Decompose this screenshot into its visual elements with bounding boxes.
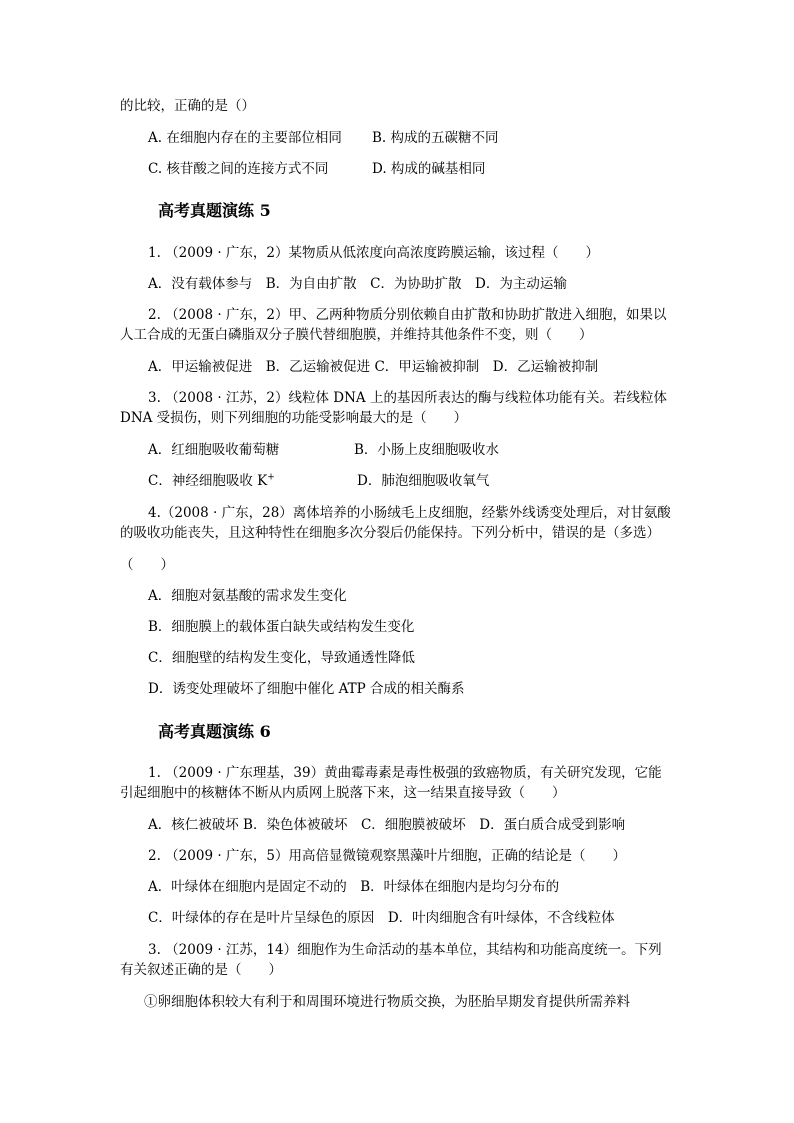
s5-q3-stem-line1: 3. （2008 · 江苏，2）线粒体 DNA 上的基因所表达的酶与线粒体功能有关。若线粒体: [148, 390, 667, 406]
s5-q2-stem-line1: 2. （2008 · 广东，2）甲、乙两种物质分别依赖自由扩散和协助扩散进入细胞，如果以: [148, 307, 667, 323]
section-5-title: 高考真题演练 5: [158, 201, 271, 220]
s6-q1-stem-line2: 引起细胞中的核糖体不断从内质网上脱落下来，这一结果直接导致（ ）: [120, 785, 566, 801]
prev-option-a: A. 在细胞内存在的主要部位相同: [148, 130, 342, 146]
s5-q4-stem-line1: 4.（2008 · 广东，28）离体培养的小肠绒毛上皮细胞，经紫外线诱变处理后，对甘氨酸: [148, 505, 671, 521]
s6-q2-options-line1: A．叶绿体在细胞内是固定不动的 B．叶绿体在细胞内是均匀分布的: [148, 879, 560, 895]
s5-q4-option-d: D．诱变处理破坏了细胞中催化 ATP 合成的相关酶系: [148, 681, 465, 697]
s5-q3-stem-line2: DNA 受损伤，则下列细胞的功能受影响最大的是（ ）: [120, 410, 468, 426]
s5-q2-options: A．甲运输被促进 B．乙运输被促进 C．甲运输被抑制 D．乙运输被抑制: [148, 359, 599, 375]
s5-q3-option-d: D．肺泡细胞吸收氧气: [357, 473, 490, 489]
section-6-title: 高考真题演练 6: [158, 722, 271, 741]
s6-q2-stem: 2. （2009 · 广东，5）用高倍显微镜观察黑藻叶片细胞，正确的结论是（ ）: [148, 848, 626, 864]
s5-q4-stem-line3: （ ）: [120, 557, 174, 573]
s6-q3-stem-line1: 3. （2009 · 江苏，14）细胞作为生命活动的基本单位，其结构和功能高度统一。下列: [148, 942, 662, 958]
s5-q2-stem-line2: 人工合成的无蛋白磷脂双分子膜代替细胞膜，并维持其他条件不变，则（ ）: [120, 327, 593, 343]
s6-q1-stem-line1: 1. （2009 · 广东理基，39）黄曲霉毒素是毒性极强的致癌物质，有关研究发现，它能: [148, 765, 662, 781]
s5-q4-option-c: C．细胞壁的结构发生变化，导致通透性降低: [148, 650, 415, 666]
s6-q2-options-line2: C．叶绿体的存在是叶片呈绿色的原因 D．叶肉细胞含有叶绿体，不含线粒体: [148, 910, 615, 926]
s5-q3-option-c-sup: +: [267, 472, 275, 483]
prev-option-d: D. 构成的碱基相同: [372, 161, 486, 177]
s5-q4-option-b: B．细胞膜上的载体蛋白缺失或结构发生变化: [148, 619, 415, 635]
s5-q4-stem-line2: 的吸收功能丧失，且这种特性在细胞多次分裂后仍能保持。下列分析中，错误的是（多选）: [120, 525, 660, 541]
s5-q3-option-c-text: C．神经细胞吸收 K: [148, 473, 268, 489]
prev-option-b: B. 构成的五碳糖不同: [372, 130, 499, 146]
s5-q1-stem: 1. （2009 · 广东，2）某物质从低浓度向高浓度跨膜运输，该过程（ ）: [148, 245, 599, 261]
s5-q3-option-a: A．红细胞吸收葡萄糖: [148, 442, 280, 458]
prev-question-stem-tail: 的比较，正确的是（）: [120, 98, 255, 114]
s5-q4-option-a: A．细胞对氨基酸的需求发生变化: [148, 588, 347, 604]
s6-q3-stem-line2: 有关叙述正确的是（ ）: [120, 962, 282, 978]
s6-q1-options: A．核仁被破坏 B．染色体被破坏 C．细胞膜被破坏 D．蛋白质合成受到影响: [148, 817, 626, 833]
s5-q3-option-b: B．小肠上皮细胞吸收水: [354, 442, 499, 458]
prev-option-c: C. 核苷酸之间的连接方式不同: [148, 161, 329, 177]
s5-q1-options: A．没有载体参与 B．为自由扩散 C．为协助扩散 D．为主动运输: [148, 276, 567, 292]
s6-q3-item-1: ①卵细胞体积较大有利于和周围环境进行物质交换，为胚胎早期发育提供所需养料: [144, 994, 630, 1010]
s5-q3-option-c: [148, 472, 275, 490]
